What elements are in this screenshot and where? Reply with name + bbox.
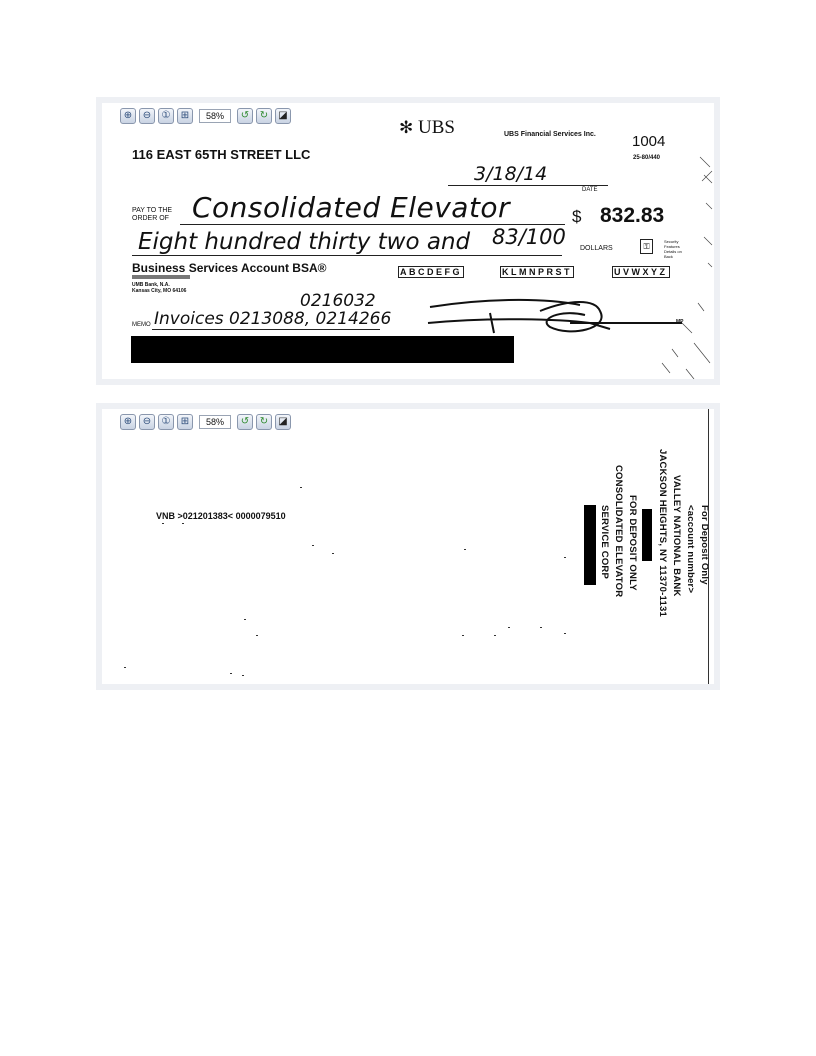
rotate-right-icon[interactable]: ↻ [256,414,272,430]
redaction-stamp [584,505,596,585]
fit-page-icon[interactable]: ⊞ [177,108,193,124]
zoom-level-display[interactable]: 58% [199,415,231,429]
date-label: DATE [582,187,598,193]
endorsement-line-3: VALLEY NATIONAL BANK [671,475,682,597]
alpha-box-1: ABCDEFG [400,267,462,277]
dollars-label: DOLLARS [580,245,613,252]
mp-mark: MP [676,319,684,325]
account-type: Business Services Account BSA® [132,261,327,275]
pay-to-label: PAY TO THE [132,207,173,214]
zoom-in-icon[interactable]: ⊕ [120,414,136,430]
viewer-toolbar [120,413,291,431]
routing-fraction: 25-80/440 [633,155,661,161]
payee-name: Consolidated Elevator [192,191,511,224]
endorsement-line-1: For Deposit Only [699,505,710,585]
lock-icon: ⚿ [640,239,653,254]
memo-label: MEMO [132,322,151,328]
zoom-out-icon[interactable]: ⊖ [139,414,155,430]
check-back-image [102,409,714,684]
ubs-keys-icon: ✻ [399,118,414,137]
fit-page-icon[interactable]: ⊞ [177,414,193,430]
amount-line [132,255,562,256]
zoom-level-display[interactable]: 58% [199,109,231,123]
alpha-box-3: UVWXYZ [614,267,668,277]
order-of-label: ORDER OF [132,215,169,222]
bank-logo [399,117,455,139]
memo-line [152,329,380,330]
rotate-left-icon[interactable]: ↺ [237,414,253,430]
check-front-viewer [96,97,720,385]
check-number: 1004 [632,133,666,150]
security-note: Security Features Details on Back [664,239,682,259]
redaction-account [642,509,652,561]
invert-icon[interactable]: ◪ [275,414,291,430]
processing-line: VNB >021201383< 0000079510 [156,511,286,521]
amount-cents: 83/100 [492,225,566,249]
date-value: 3/18/14 [474,163,548,185]
viewer-toolbar [120,107,291,125]
zoom-in-icon[interactable]: ⊕ [120,108,136,124]
bank-name: UBS Financial Services Inc. [504,131,596,138]
dollar-sign: $ [572,207,582,226]
bank-address-line-1: UMB Bank, N.A. [132,282,170,288]
handwritten-number: 0216032 [300,291,376,311]
check-front-image [102,103,714,379]
zoom-out-icon[interactable]: ⊖ [139,108,155,124]
alpha-box-2: KLMNPRST [502,267,572,277]
right-edge-line [708,409,709,684]
rotate-right-icon[interactable]: ↻ [256,108,272,124]
endorsement-line-2: <account number> [685,505,696,594]
actual-size-icon[interactable]: ① [158,414,174,430]
edge-hatch-marks [642,153,714,379]
account-holder-name: 116 EAST 65TH STREET LLC [132,147,311,162]
amount-words: Eight hundred thirty two and [138,229,471,255]
endorsement-line-6: CONSOLIDATED ELEVATOR [613,465,624,598]
actual-size-icon[interactable]: ① [158,108,174,124]
rotate-left-icon[interactable]: ↺ [237,108,253,124]
endorsement-line-5: FOR DEPOSIT ONLY [627,495,638,591]
endorsement-line-7: SERVICE CORP [599,505,610,580]
check-back-viewer [96,403,720,690]
bank-address-line-2: Kansas City, MO 64106 [132,288,187,294]
smudged-line [132,275,190,279]
endorsement-line-4: JACKSON HEIGHTS, NY 11370-1131 [657,449,668,617]
redaction-bar [131,336,514,363]
date-line [448,185,608,186]
amount-numeric: 832.83 [600,204,665,227]
memo-value: Invoices 0213088, 0214266 [154,309,392,329]
bank-logo-text: UBS [418,117,455,138]
invert-icon[interactable]: ◪ [275,108,291,124]
